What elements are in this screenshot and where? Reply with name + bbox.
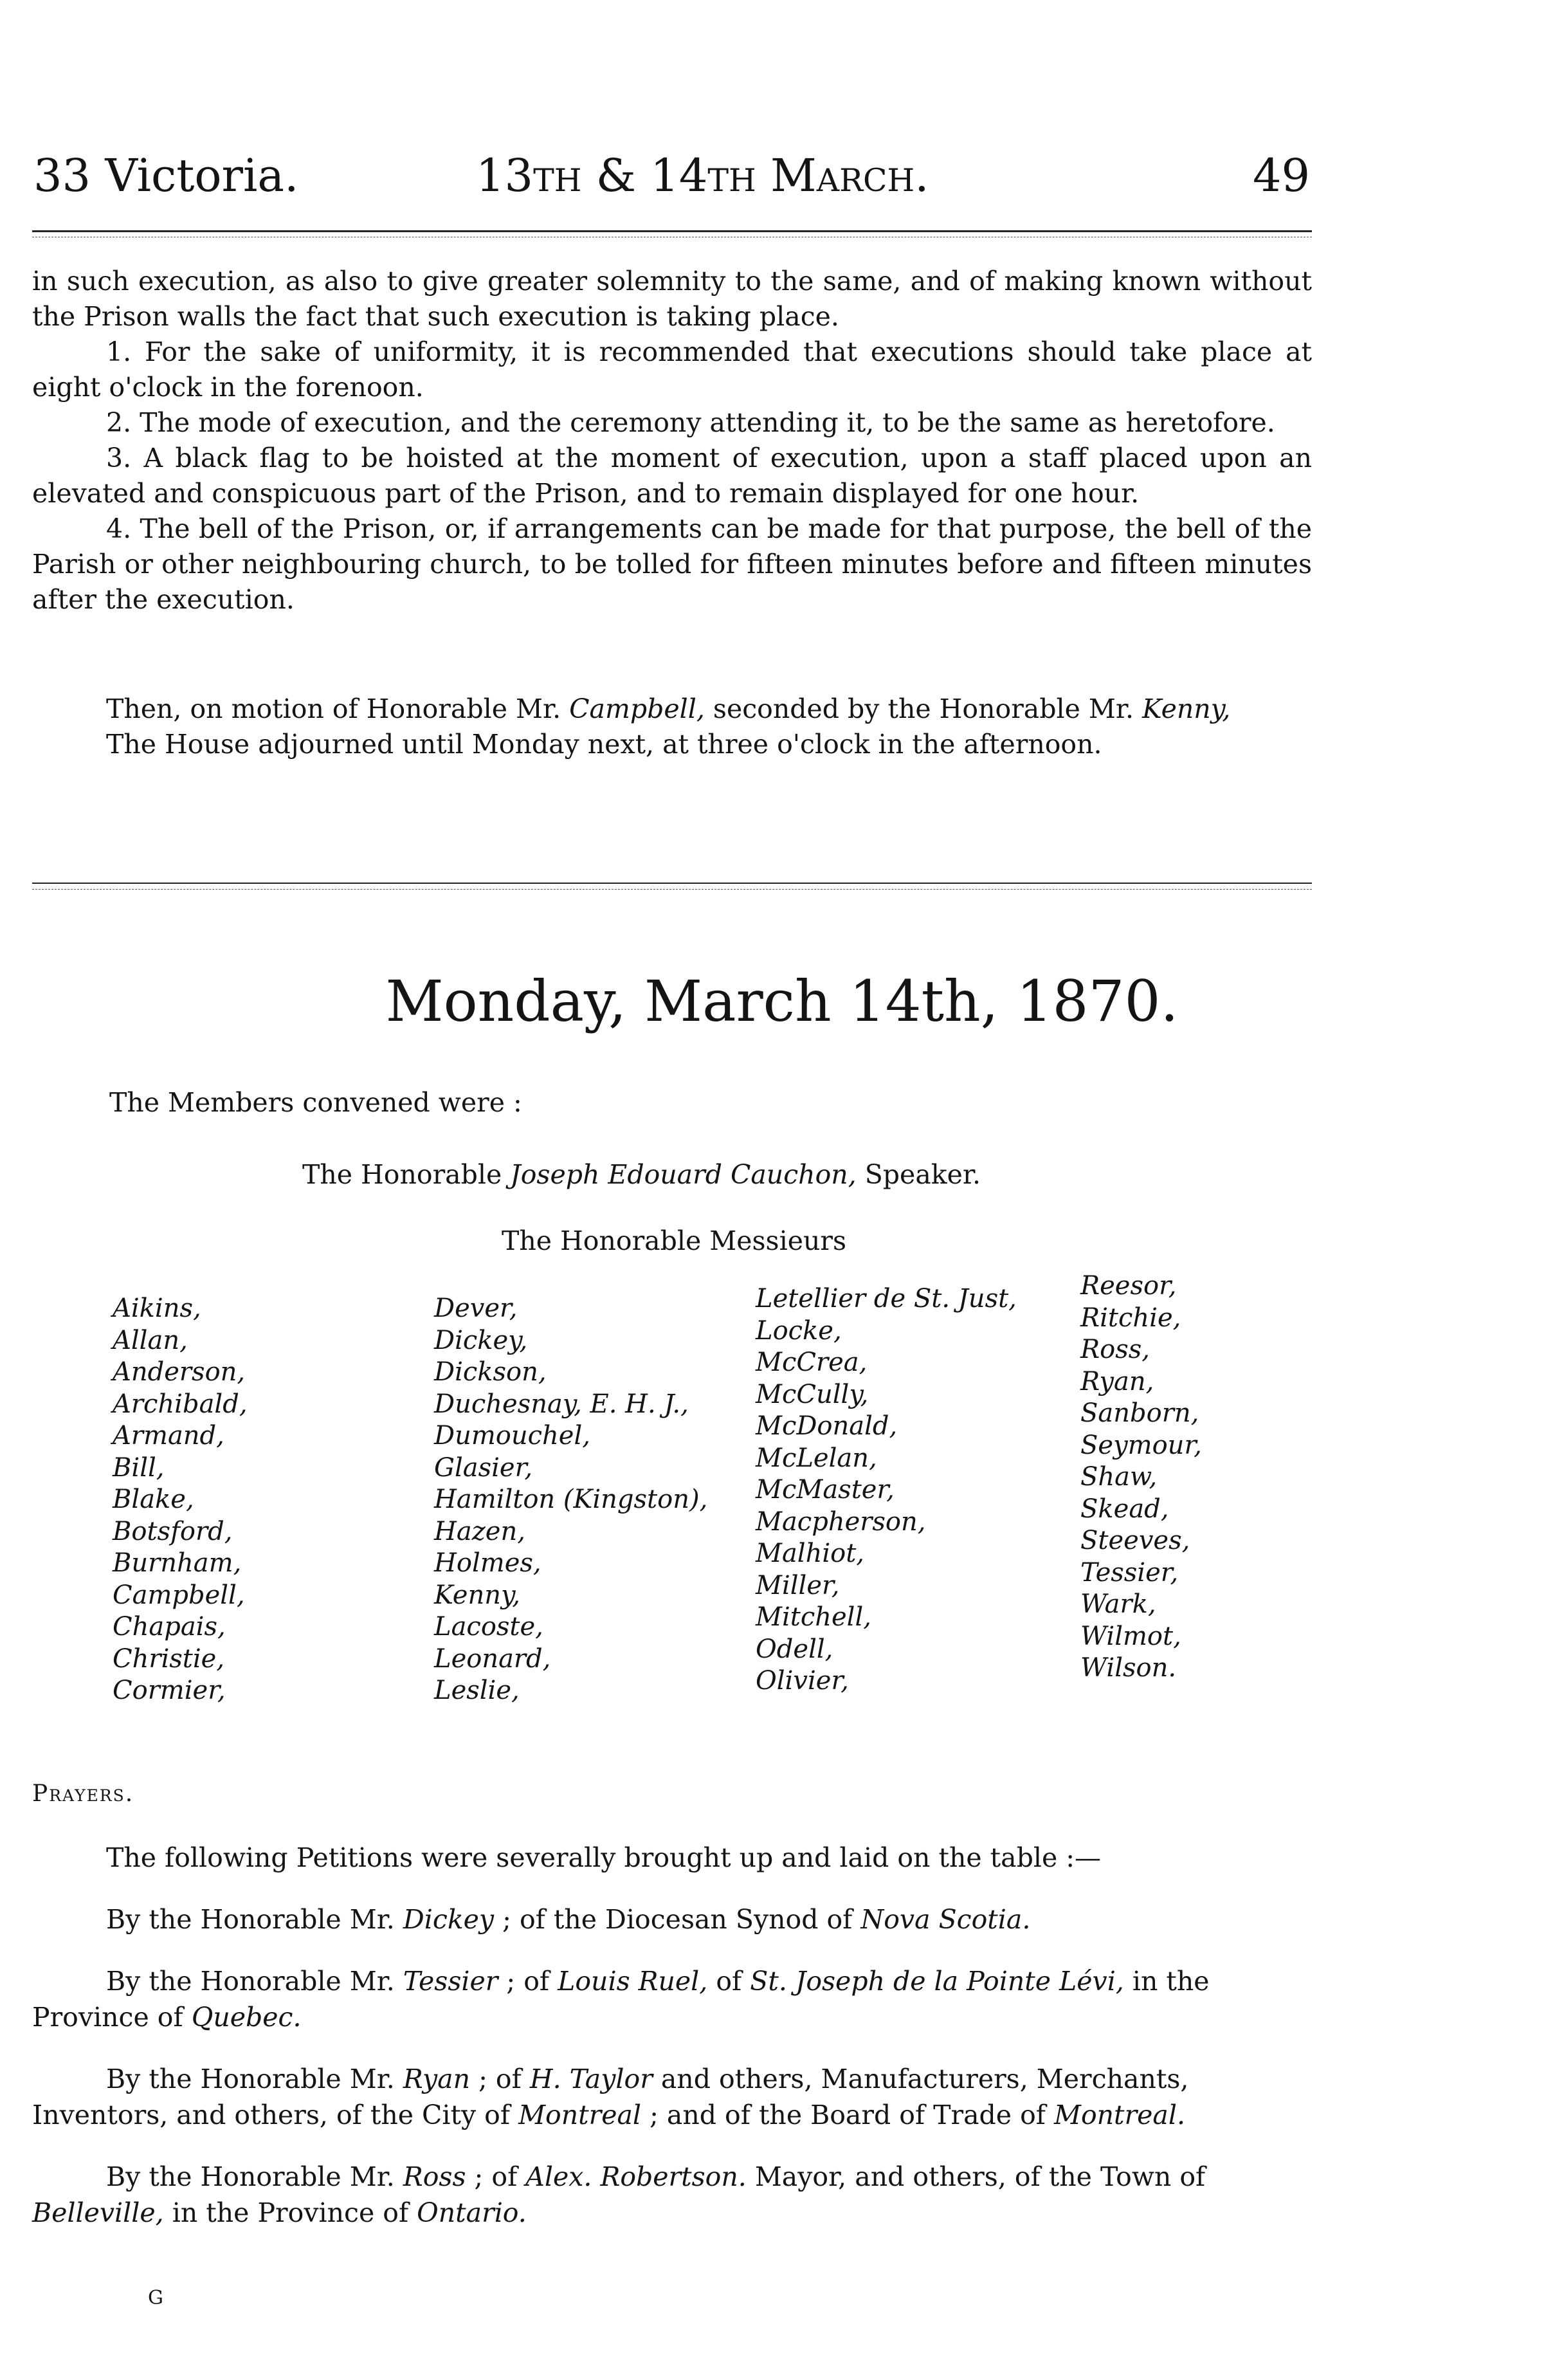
session-date-title: Monday, March 14th, 1870. — [385, 968, 1179, 1034]
member-name: Armand, — [113, 1421, 224, 1451]
signature-mark: G — [148, 2287, 163, 2309]
member-name: Shaw, — [1080, 1462, 1158, 1492]
member-name: Archibald, — [113, 1389, 248, 1419]
member-name: Skead, — [1080, 1494, 1169, 1524]
adjournment — [32, 691, 1312, 762]
header-dates: 13th & 14th March. — [476, 149, 929, 202]
member-name: Miller, — [756, 1570, 840, 1600]
member-name: Ross, — [1080, 1335, 1150, 1364]
member-name: Christie, — [113, 1643, 225, 1674]
adjournment-motion: Then, on motion of Honorable Mr. Campbell, seconded by the Honorable Mr. Kenny, — [106, 693, 1231, 724]
member-name: Kenny, — [434, 1580, 521, 1610]
messieurs-heading: The Honorable Messieurs — [502, 1225, 847, 1256]
member-name: Malhiot, — [756, 1539, 865, 1568]
petitions-intro: The following Petitions were severally brought up and laid on the table :— — [106, 1842, 1102, 1873]
continuation-text — [32, 264, 1312, 618]
member-name: Wilmot, — [1080, 1621, 1181, 1651]
speaker-line: The Honorable Joseph Edouard Cauchon, Speaker. — [302, 1159, 981, 1190]
member-name: Locke, — [756, 1315, 842, 1346]
member-name: Wark, — [1080, 1589, 1156, 1619]
member-name: Mitchell, — [756, 1602, 871, 1632]
member-name: McDonald, — [756, 1411, 898, 1441]
member-name: Macpherson, — [756, 1506, 926, 1537]
member-name: Anderson, — [113, 1357, 246, 1387]
member-name: Olivier, — [756, 1666, 849, 1696]
members-column-4 — [1080, 1270, 1202, 1685]
member-name: Duchesnay, E. H. J., — [434, 1389, 689, 1419]
members-convened: The Members convened were : — [109, 1087, 522, 1118]
member-name: Aikins, — [113, 1294, 201, 1323]
member-name: Leonard, — [434, 1643, 551, 1674]
member-name: Leslie, — [434, 1676, 520, 1705]
item-3: 3. A black flag to be hoisted at the moment of execution, upon a staff placed upon an elevated and conspicuous part of the Prison, and to remain displayed for one hour. — [32, 443, 1312, 509]
member-name: Odell, — [756, 1634, 833, 1664]
header-session: 33 Victoria. — [33, 149, 299, 202]
member-name: Seymour, — [1080, 1430, 1202, 1460]
member-name: Lacoste, — [434, 1612, 543, 1642]
item-1: 1. For the sake of uniformity, it is recommended that executions should take place at eight o'clock in the forenoon. — [32, 336, 1312, 403]
members-column-3 — [756, 1283, 1017, 1698]
member-name: Sanborn, — [1080, 1398, 1199, 1428]
members-column-2 — [434, 1293, 707, 1707]
seconder-name: Kenny, — [1142, 693, 1231, 724]
member-name: Cormier, — [113, 1676, 226, 1705]
member-name: Ryan, — [1080, 1366, 1154, 1396]
member-name: McLelan, — [756, 1443, 877, 1473]
petition-4: By the Honorable Mr. Ross ; of Alex. Robertson. Mayor, and others, of the Town of Belleville, in the Province of Ontario. — [32, 2161, 1206, 2228]
section-rule-thin — [32, 889, 1312, 890]
member-name: Steeves, — [1080, 1526, 1190, 1555]
member-name: Tessier, — [1080, 1557, 1179, 1588]
member-name: McCully, — [756, 1379, 869, 1409]
member-name: Reesor, — [1080, 1271, 1177, 1301]
member-name: Botsford, — [113, 1516, 233, 1546]
member-name: Holmes, — [434, 1548, 541, 1578]
member-name: Letellier de St. Just, — [756, 1284, 1017, 1314]
member-name: Blake, — [113, 1485, 194, 1514]
item-4: 4. The bell of the Prison, or, if arrangements can be made for that purpose, the bell of the Parish or other neighbouring church, to be tolled for fifteen minutes before and fifteen minutes after the execution. — [32, 513, 1312, 615]
continuation-intro: in such execution, as also to give greater solemnity to the same, and of making known without the Prison walls the fact that such execution is taking place. — [32, 266, 1312, 332]
member-name: Dickey, — [434, 1325, 528, 1355]
prayers-heading: Prayers. — [32, 1780, 134, 1807]
member-name: McMaster, — [756, 1475, 895, 1505]
member-name: Dever, — [434, 1294, 518, 1323]
member-name: Bill, — [113, 1452, 165, 1483]
section-rule — [32, 883, 1312, 884]
member-name: Wilson. — [1080, 1653, 1177, 1683]
members-column-1 — [113, 1293, 248, 1707]
member-name: Allan, — [113, 1325, 188, 1355]
member-name: Ritchie, — [1080, 1303, 1181, 1333]
member-name: Dickson, — [434, 1357, 547, 1387]
member-name: Hazen, — [434, 1516, 525, 1546]
header-rule — [32, 230, 1312, 232]
member-name: Chapais, — [113, 1612, 226, 1642]
member-name: Glasier, — [434, 1452, 533, 1483]
member-name: McCrea, — [756, 1348, 868, 1377]
petitions — [32, 1840, 1312, 2231]
member-name: Campbell, — [113, 1580, 245, 1610]
member-name: Dumouchel, — [434, 1421, 590, 1451]
page-number: 49 — [1253, 149, 1311, 202]
mover-name: Campbell, — [569, 693, 705, 724]
petition-1: By the Honorable Mr. Dickey ; of the Diocesan Synod of Nova Scotia. — [106, 1904, 1031, 1935]
item-2: 2. The mode of execution, and the ceremony attending it, to be the same as heretofore. — [106, 407, 1275, 438]
speaker-name: Joseph Edouard Cauchon, — [510, 1159, 857, 1190]
adjournment-text: The House adjourned until Monday next, at three o'clock in the afternoon. — [106, 729, 1102, 760]
member-name: Burnham, — [113, 1548, 242, 1578]
petition-2: By the Honorable Mr. Tessier ; of Louis Ruel, of St. Joseph de la Pointe Lévi, in the Province of Quebec. — [32, 1966, 1210, 2033]
petition-3: By the Honorable Mr. Ryan ; of H. Taylor and others, Manufacturers, Merchants, Inventors, and others, of the City of Montreal ; and of the Board of Trade of Montreal. — [32, 2064, 1189, 2130]
member-name: Hamilton (Kingston), — [434, 1485, 708, 1514]
